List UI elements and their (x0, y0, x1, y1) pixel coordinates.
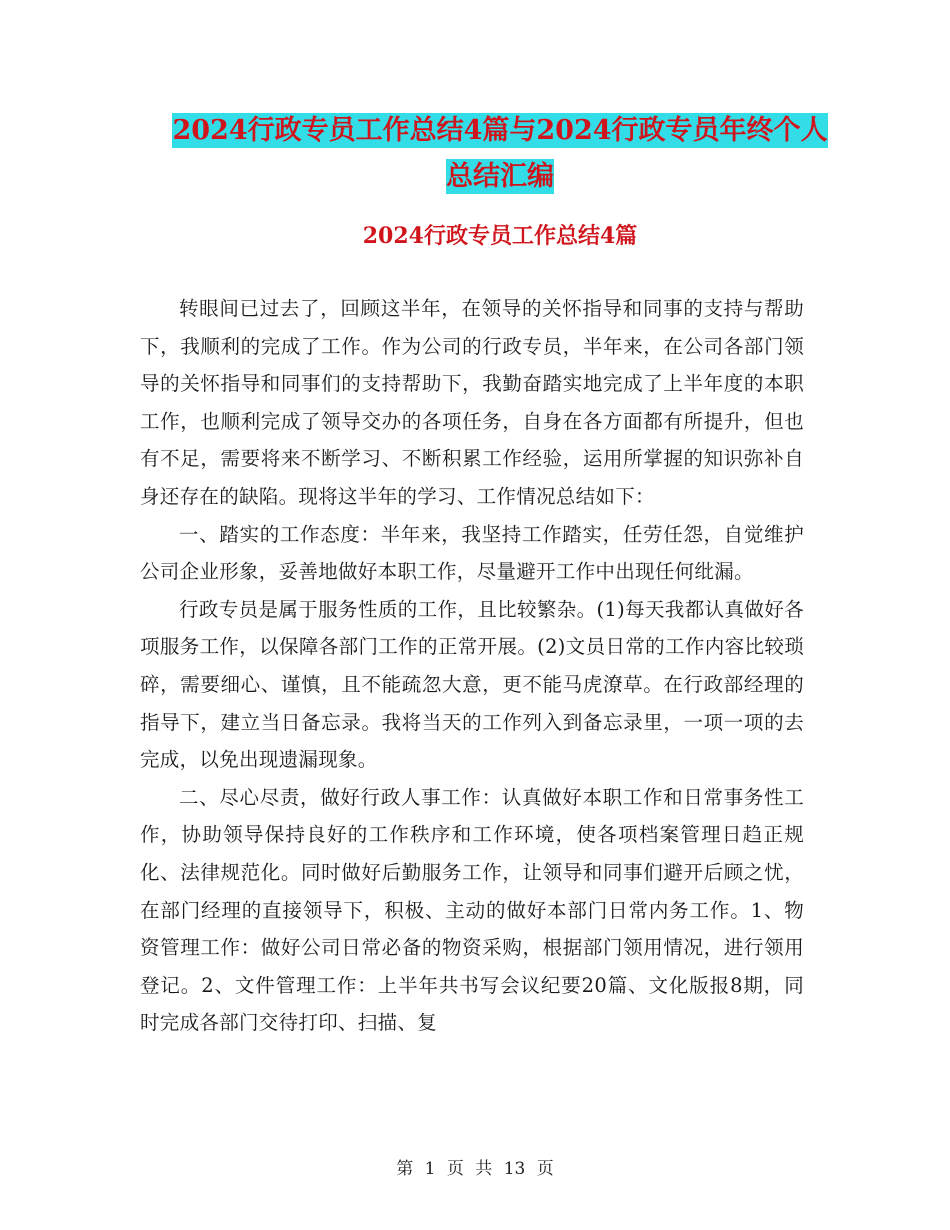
paragraph-service: 行政专员是属于服务性质的工作，且比较繁杂。(1)每天我都认真做好各项服务工作，以保障各部门工作的正常开展。(2)文员日常的工作内容比较琐碎，需要细心、谨慎，且不能疏忽大意，更不能马虎潦草。在行政部经理的指导下，建立当日备忘录。我将当天的工作列入到备忘录里，一项一项的去完成，以免出现遗漏现象。 (140, 597, 804, 772)
document-title (140, 108, 860, 200)
section-title: 2024行政专员工作总结4篇 (362, 223, 638, 249)
paragraph-attitude: 一、踏实的工作态度：半年来，我坚持工作踏实，任劳任怨，自觉维护公司企业形象，妥善地做好本职工作，尽量避开工作中出现任何纰漏。 (140, 522, 804, 584)
document-body (140, 290, 804, 1042)
page-footer: 第 1 页 共 13 页 (396, 1159, 554, 1179)
document-title-line1: 2024行政专员工作总结4篇与2024行政专员年终个人 (172, 115, 828, 146)
document-title-line2: 总结汇编 (446, 161, 554, 192)
paragraph-admin-work: 二、尽心尽责，做好行政人事工作：认真做好本职工作和日常事务性工作，协助领导保持良好的工作秩序和工作环境，使各项档案管理日趋正规化、法律规范化。同时做好后勤服务工作，让领导和同事们避开后顾之忧，在部门经理的直接领导下，积极、主动的做好本部门日常内务工作。1、物资管理工作：做好公司日常必备的物资采购，根据部门领用情况，进行领用登记。2、文件管理工作：上半年共书写会议纪要20篇、文化版报8期，同时完成各部门交待打印、扫描、复 (140, 785, 804, 1035)
paragraph-intro: 转眼间已过去了，回顾这半年，在领导的关怀指导和同事的支持与帮助下，我顺利的完成了工作。作为公司的行政专员，半年来，在公司各部门领导的关怀指导和同事们的支持帮助下，我勤奋踏实地完成了上半年度的本职工作，也顺利完成了领导交办的各项任务，自身在各方面都有所提升，但也有不足，需要将来不断学习、不断积累工作经验，运用所掌握的知识弥补自身还存在的缺陷。现将这半年的学习、工作情况总结如下： (140, 297, 804, 508)
